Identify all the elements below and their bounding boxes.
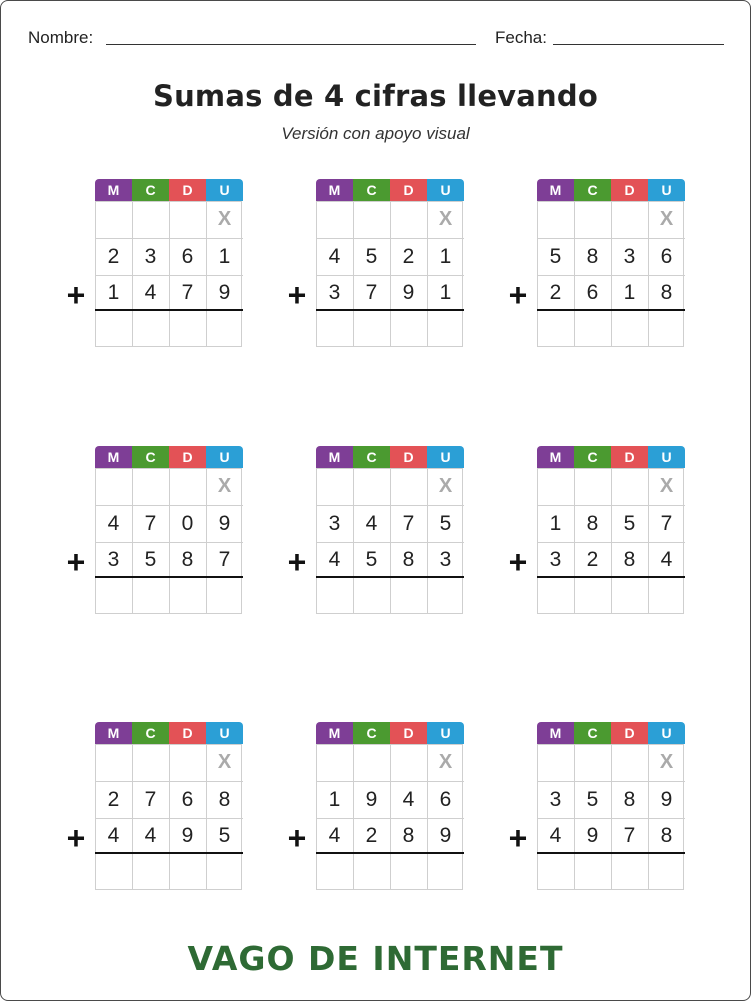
column-header-u: U [648,446,685,468]
plus-sign: + [66,820,86,856]
column-header-c: C [132,446,169,468]
digit-bottom: 8 [623,548,636,571]
plus-sign: + [287,820,307,856]
digit-bottom: 1 [623,281,636,304]
answer-cell[interactable] [316,311,353,348]
column-header-c: C [353,179,390,201]
page-title: Sumas de 4 cifras llevando [152,79,598,113]
digit-bottom: 4 [107,824,120,847]
carry-mark: X [217,751,232,773]
plus-sign: + [508,277,528,313]
column-header-u: U [206,722,243,744]
digit-top: 1 [218,245,231,268]
digit-bottom: 7 [623,824,636,847]
answer-cell[interactable] [132,311,169,348]
digit-bottom: 4 [144,824,157,847]
digit-bottom: 8 [660,281,673,304]
digit-top: 4 [402,788,415,811]
digit-top: 7 [144,512,157,535]
carry-cell[interactable] [353,201,390,238]
digit-bottom: 8 [181,548,194,571]
column-header-u: U [427,722,464,744]
digit-top: 0 [181,512,194,535]
carry-mark: X [217,475,232,497]
column-header-c: C [132,722,169,744]
carry-mark: X [659,751,674,773]
addition-problem [508,179,685,347]
page-subtitle: Versión con apoyo visual [281,124,470,143]
carry-mark: X [438,208,453,230]
answer-cell[interactable] [169,311,206,348]
digit-bottom: 5 [365,548,378,571]
addition-problem [66,722,243,890]
column-header-u: U [206,446,243,468]
addition-problem [287,446,464,614]
answer-cell[interactable] [353,578,390,615]
column-header-c: C [353,722,390,744]
answer-cell[interactable] [316,578,353,615]
answer-cell[interactable] [95,311,132,348]
plus-sign: + [287,277,307,313]
digit-bottom: 9 [181,824,194,847]
answer-cell[interactable] [427,854,464,891]
digit-top: 4 [328,245,341,268]
digit-bottom: 4 [328,548,341,571]
digit-bottom: 8 [660,824,673,847]
digit-bottom: 3 [439,548,452,571]
column-header-u: U [427,179,464,201]
answer-cell[interactable] [353,854,390,891]
column-header-m: M [316,179,353,201]
digit-top: 2 [107,245,120,268]
addition-problem [66,446,243,614]
answer-cell[interactable] [648,578,685,615]
answer-cell[interactable] [574,578,611,615]
column-header-d: D [390,179,427,201]
digit-bottom: 5 [144,548,157,571]
digit-top: 9 [660,788,673,811]
digit-top: 4 [107,512,120,535]
column-header-d: D [611,722,648,744]
carry-cell[interactable] [537,468,574,505]
digit-bottom: 8 [402,548,415,571]
date-label: Fecha: [495,28,547,47]
carry-cell[interactable] [316,201,353,238]
answer-cell[interactable] [95,854,132,891]
digit-top: 5 [365,245,378,268]
digit-top: 1 [439,245,452,268]
digit-bottom: 1 [107,281,120,304]
answer-cell[interactable] [648,854,685,891]
digit-bottom: 4 [328,824,341,847]
digit-top: 6 [181,245,194,268]
plus-sign: + [508,820,528,856]
column-header-m: M [316,446,353,468]
answer-cell[interactable] [316,854,353,891]
carry-mark: X [659,208,674,230]
date-line[interactable] [553,44,724,45]
digit-bottom: 3 [549,548,562,571]
carry-cell[interactable] [132,201,169,238]
plus-sign: + [287,544,307,580]
answer-cell[interactable] [132,578,169,615]
digit-top: 7 [660,512,673,535]
digit-bottom: 9 [586,824,599,847]
digit-bottom: 9 [402,281,415,304]
digit-bottom: 9 [218,281,231,304]
answer-cell[interactable] [169,854,206,891]
column-header-u: U [648,722,685,744]
column-header-m: M [95,722,132,744]
answer-cell[interactable] [95,578,132,615]
digit-top: 7 [402,512,415,535]
digit-bottom: 7 [218,548,231,571]
digit-top: 6 [660,245,673,268]
carry-cell[interactable] [132,744,169,781]
answer-cell[interactable] [648,311,685,348]
answer-cell[interactable] [169,578,206,615]
answer-cell[interactable] [132,854,169,891]
digit-bottom: 7 [365,281,378,304]
carry-cell[interactable] [611,744,648,781]
digit-top: 8 [218,788,231,811]
column-header-d: D [169,446,206,468]
carry-cell[interactable] [611,468,648,505]
column-header-d: D [611,179,648,201]
digit-top: 1 [549,512,562,535]
column-header-c: C [353,446,390,468]
carry-cell[interactable] [537,744,574,781]
column-header-m: M [95,179,132,201]
carry-mark: X [659,475,674,497]
addition-problem [508,446,685,614]
column-header-m: M [316,722,353,744]
carry-cell[interactable] [537,201,574,238]
digit-top: 3 [623,245,636,268]
answer-cell[interactable] [537,854,574,891]
column-header-c: C [132,179,169,201]
column-header-m: M [537,446,574,468]
addition-problem [508,722,685,890]
answer-cell[interactable] [611,311,648,348]
column-header-u: U [206,179,243,201]
digit-top: 6 [439,788,452,811]
digit-bottom: 4 [144,281,157,304]
digit-top: 7 [144,788,157,811]
digit-bottom: 8 [402,824,415,847]
brand-logo: VAGO DE INTERNET [187,939,564,978]
name-line[interactable] [106,44,476,45]
carry-cell[interactable] [169,468,206,505]
digit-top: 5 [623,512,636,535]
digit-bottom: 7 [181,281,194,304]
name-label: Nombre: [28,28,94,47]
digit-top: 4 [365,512,378,535]
answer-cell[interactable] [390,854,427,891]
answer-cell[interactable] [611,578,648,615]
answer-cell[interactable] [537,311,574,348]
digit-top: 1 [328,788,341,811]
column-header-m: M [95,446,132,468]
digit-bottom: 2 [586,548,599,571]
digit-bottom: 2 [365,824,378,847]
answer-cell[interactable] [427,578,464,615]
digit-top: 8 [586,512,599,535]
carry-cell[interactable] [574,201,611,238]
column-header-m: M [537,179,574,201]
carry-cell[interactable] [132,468,169,505]
carry-cell[interactable] [316,744,353,781]
addition-problem [287,722,464,890]
plus-sign: + [66,277,86,313]
carry-mark: X [438,751,453,773]
answer-cell[interactable] [427,311,464,348]
column-header-d: D [169,722,206,744]
answer-cell[interactable] [206,854,243,891]
column-header-d: D [390,446,427,468]
column-header-c: C [574,722,611,744]
column-header-m: M [537,722,574,744]
carry-mark: X [438,475,453,497]
carry-cell[interactable] [574,744,611,781]
digit-top: 6 [181,788,194,811]
carry-cell[interactable] [390,468,427,505]
carry-cell[interactable] [169,201,206,238]
digit-top: 8 [586,245,599,268]
column-header-c: C [574,179,611,201]
digit-top: 5 [549,245,562,268]
column-header-u: U [648,179,685,201]
carry-cell[interactable] [95,201,132,238]
digit-top: 9 [218,512,231,535]
carry-cell[interactable] [390,744,427,781]
digit-bottom: 1 [439,281,452,304]
name-field [28,28,93,48]
digit-top: 3 [549,788,562,811]
digit-top: 9 [365,788,378,811]
answer-cell[interactable] [390,311,427,348]
answer-cell[interactable] [611,854,648,891]
digit-top: 2 [107,788,120,811]
answer-cell[interactable] [574,854,611,891]
digit-top: 3 [328,512,341,535]
digit-bottom: 5 [218,824,231,847]
column-header-c: C [574,446,611,468]
carry-cell[interactable] [390,201,427,238]
answer-cell[interactable] [574,311,611,348]
carry-cell[interactable] [316,468,353,505]
carry-cell[interactable] [353,744,390,781]
digit-bottom: 2 [549,281,562,304]
carry-cell[interactable] [95,744,132,781]
carry-cell[interactable] [95,468,132,505]
answer-cell[interactable] [206,578,243,615]
digit-top: 2 [402,245,415,268]
column-header-d: D [390,722,427,744]
digit-bottom: 4 [660,548,673,571]
carry-cell[interactable] [353,468,390,505]
digit-bottom: 9 [439,824,452,847]
answer-cell[interactable] [353,311,390,348]
carry-mark: X [217,208,232,230]
date-field [495,28,547,48]
digit-bottom: 4 [549,824,562,847]
plus-sign: + [66,544,86,580]
digit-top: 5 [439,512,452,535]
column-header-d: D [169,179,206,201]
answer-cell[interactable] [537,578,574,615]
plus-sign: + [508,544,528,580]
column-header-u: U [427,446,464,468]
answer-cell[interactable] [206,311,243,348]
addition-problem [66,179,243,347]
answer-cell[interactable] [390,578,427,615]
carry-cell[interactable] [611,201,648,238]
digit-top: 8 [623,788,636,811]
digit-top: 3 [144,245,157,268]
digit-bottom: 3 [107,548,120,571]
digit-top: 5 [586,788,599,811]
digit-bottom: 6 [586,281,599,304]
carry-cell[interactable] [169,744,206,781]
digit-bottom: 3 [328,281,341,304]
addition-problem [287,179,464,347]
carry-cell[interactable] [574,468,611,505]
column-header-d: D [611,446,648,468]
